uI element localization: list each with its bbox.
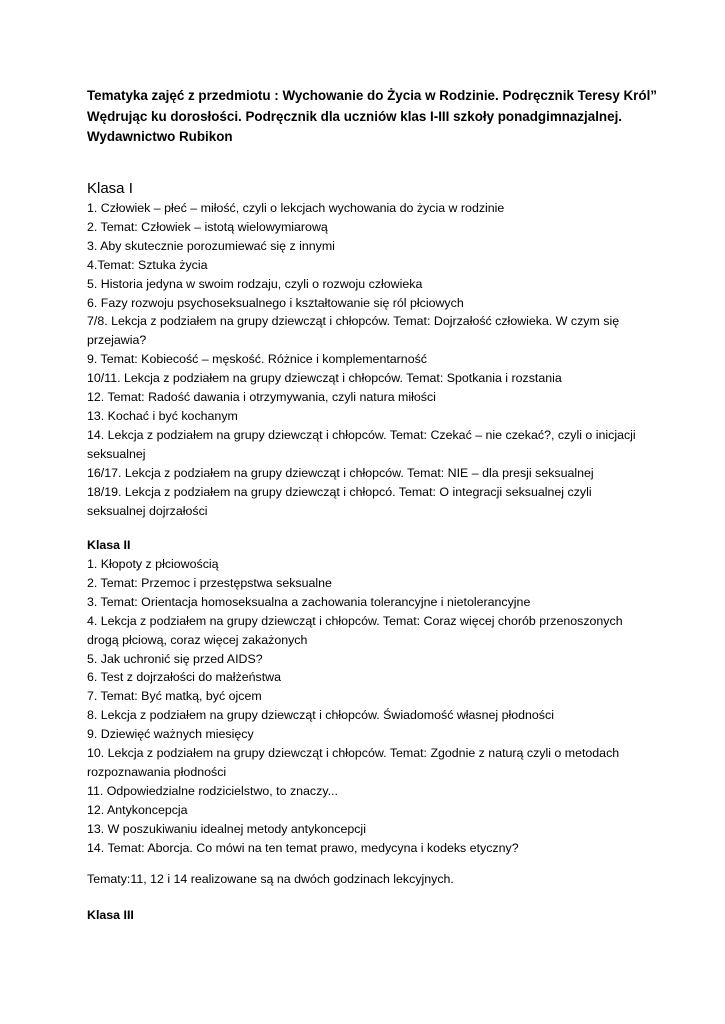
list-item: 13. Kochać i być kochanym bbox=[87, 408, 238, 423]
list-item: 2. Temat: Człowiek – istotą wielowymiarową bbox=[87, 219, 328, 234]
title-line: Wydawnictwo Rubikon bbox=[87, 129, 233, 144]
list-item: 3. Temat: Orientacja homoseksualna a zachowania tolerancyjne i nietolerancyjne bbox=[87, 594, 531, 609]
list-item: seksualnej dojrzałości bbox=[87, 503, 208, 518]
list-item: 9. Dziewięć ważnych miesięcy bbox=[87, 727, 254, 742]
list-item: 14. Temat: Aborcja. Co mówi na ten temat prawo, medycyna i kodeks etyczny? bbox=[87, 840, 519, 855]
list-item: 2. Temat: Przemoc i przestępstwa seksualne bbox=[87, 575, 332, 590]
list-item: 7. Temat: Być matką, być ojcem bbox=[87, 689, 262, 704]
list-item: 5. Historia jedyna w swoim rodzaju, czyli o rozwoju człowieka bbox=[87, 276, 423, 291]
list-item: 18/19. Lekcja z podziałem na grupy dziewcząt i chłopcó. Temat: O integracji seksualnej czyli bbox=[87, 484, 592, 499]
list-item: seksualnej bbox=[87, 446, 146, 461]
list-item: 16/17. Lekcja z podziałem na grupy dziewcząt i chłopców. Temat: NIE – dla presji seksualnej bbox=[87, 465, 594, 480]
list-item: 12. Temat: Radość dawania i otrzymywania, czyli natura miłości bbox=[87, 390, 436, 405]
klasa-1-topic-list bbox=[87, 199, 636, 520]
klasa-2-note: Tematy:11, 12 i 14 realizowane są na dwóch godzinach lekcyjnych. bbox=[87, 872, 454, 886]
klasa-2-heading: Klasa II bbox=[87, 538, 131, 552]
list-item: 10. Lekcja z podziałem na grupy dziewcząt i chłopców. Temat: Zgodnie z naturą czyli o metodach bbox=[87, 746, 620, 761]
list-item: 13. W poszukiwaniu idealnej metody antykoncepcji bbox=[87, 821, 366, 836]
title-line: Wędrując ku dorosłości. Podręcznik dla uczniów klas I-III szkoły ponadgimnazjalnej. bbox=[87, 108, 623, 124]
list-item: 4. Lekcja z podziałem na grupy dziewcząt i chłopców. Temat: Coraz więcej chorób przenoszonych bbox=[87, 613, 623, 628]
list-item: 9. Temat: Kobiecość – męskość. Różnice i komplementarność bbox=[87, 352, 427, 367]
klasa-3-heading: Klasa III bbox=[87, 908, 134, 922]
list-item: rozpoznawania płodności bbox=[87, 764, 227, 779]
list-item: 12. Antykoncepcja bbox=[87, 802, 188, 817]
list-item: 14. Lekcja z podziałem na grupy dziewcząt i chłopców. Temat: Czekać – nie czekać?, czyli o inicjacji bbox=[87, 427, 636, 442]
list-item: przejawia? bbox=[87, 333, 147, 348]
list-item: drogą płciową, coraz więcej zakażonych bbox=[87, 632, 308, 647]
klasa-1-heading: Klasa I bbox=[87, 180, 133, 197]
klasa-2-topic-list bbox=[87, 555, 623, 858]
document-title bbox=[87, 86, 667, 148]
list-item: 10/11. Lekcja z podziałem na grupy dziewcząt i chłopców. Temat: Spotkania i rozstania bbox=[87, 371, 562, 386]
list-item: 1. Kłopoty z płciowością bbox=[87, 557, 219, 571]
list-item: 4.Temat: Sztuka życia bbox=[87, 257, 208, 272]
list-item: 1. Człowiek – płeć – miłość, czyli o lekcjach wychowania do życia w rodzinie bbox=[87, 201, 505, 215]
title-line: Tematyka zajęć z przedmiotu : Wychowanie do Życia w Rodzinie. Podręcznik Teresy Król” bbox=[87, 88, 657, 103]
list-item: 8. Lekcja z podziałem na grupy dziewcząt i chłopców. Świadomość własnej płodności bbox=[87, 708, 554, 723]
list-item: 6. Fazy rozwoju psychoseksualnego i kształtowanie się ról płciowych bbox=[87, 295, 464, 310]
list-item: 6. Test z dojrzałości do małżeństwa bbox=[87, 670, 281, 685]
list-item: 11. Odpowiedzialne rodzicielstwo, to znaczy... bbox=[87, 783, 338, 798]
list-item: 7/8. Lekcja z podziałem na grupy dziewcząt i chłopców. Temat: Dojrzałość człowieka. W czym się bbox=[87, 314, 620, 329]
list-item: 5. Jak uchronić się przed AIDS? bbox=[87, 651, 263, 666]
list-item: 3. Aby skutecznie porozumiewać się z innymi bbox=[87, 238, 335, 253]
